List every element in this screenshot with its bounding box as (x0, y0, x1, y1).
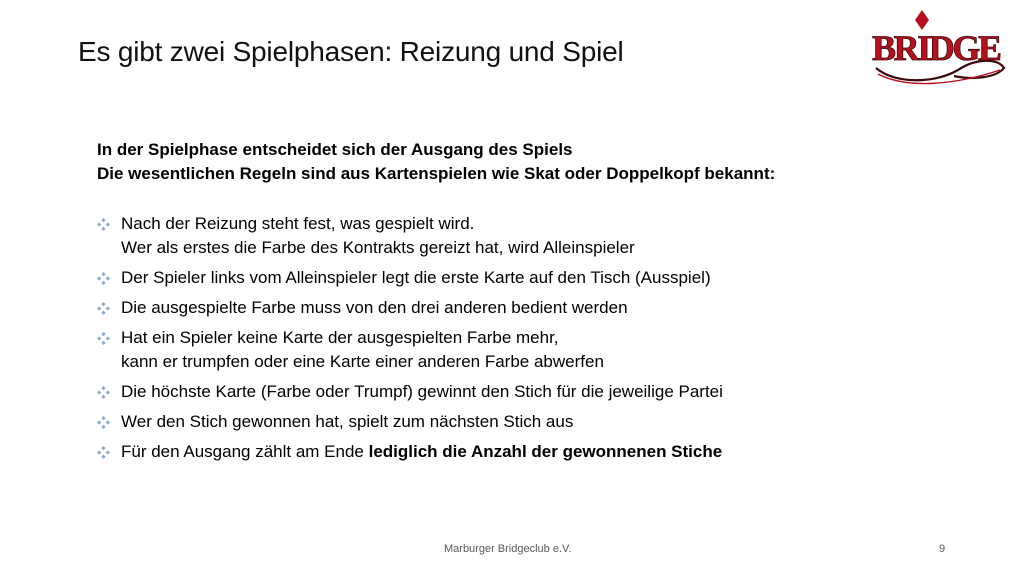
diamond-cluster-icon (97, 386, 110, 399)
diamond-cluster-icon (97, 332, 110, 345)
bullet-emphasis: lediglich die Anzahl der gewonnenen Stiche (368, 442, 723, 461)
list-item (97, 380, 723, 404)
bullet-list (97, 212, 723, 470)
bullet-line (121, 440, 723, 464)
diamond-cluster-icon (97, 218, 110, 231)
diamond-cluster-icon (97, 446, 110, 459)
intro-line: In der Spielphase entscheidet sich der Ausgang des Spiels (97, 140, 573, 159)
bullet-line: Wer den Stich gewonnen hat, spielt zum nächsten Stich aus (121, 412, 574, 431)
footer-text: Marburger Bridgeclub e.V. (444, 543, 572, 555)
list-item (97, 440, 723, 464)
diamond-cluster-icon (97, 416, 110, 429)
bullet-line: Hat ein Spieler keine Karte der ausgespielten Farbe mehr, (121, 328, 559, 347)
slide-title: Es gibt zwei Spielphasen: Reizung und Spiel (78, 36, 624, 67)
list-item (97, 296, 723, 320)
page-number: 9 (939, 543, 946, 555)
bullet-line: Die ausgespielte Farbe muss von den drei anderen bedient werden (121, 298, 628, 317)
bullet-text: Für den Ausgang zählt am Ende (121, 442, 369, 461)
bullet-line: Nach der Reizung steht fest, was gespielt wird. (121, 214, 475, 233)
list-item (97, 326, 723, 374)
list-item (97, 266, 723, 290)
bullet-line: kann er trumpfen oder eine Karte einer anderen Farbe abwerfen (121, 352, 604, 371)
logo-text: BRIDGE (872, 28, 1002, 68)
diamond-cluster-icon (97, 302, 110, 315)
intro-text (97, 138, 775, 186)
bullet-line: Der Spieler links vom Alleinspieler legt die erste Karte auf den Tisch (Ausspiel) (121, 268, 711, 287)
bullet-line: Wer als erstes die Farbe des Kontrakts gereizt hat, wird Alleinspieler (121, 238, 635, 257)
list-item (97, 410, 723, 434)
list-item (97, 212, 723, 260)
bullet-line: Die höchste Karte (Farbe oder Trumpf) gewinnt den Stich für die jeweilige Partei (121, 382, 723, 401)
bridge-logo (868, 8, 1008, 88)
diamond-cluster-icon (97, 272, 110, 285)
diamond-icon (915, 10, 929, 30)
intro-line: Die wesentlichen Regeln sind aus Kartenspielen wie Skat oder Doppelkopf bekannt: (97, 164, 776, 183)
